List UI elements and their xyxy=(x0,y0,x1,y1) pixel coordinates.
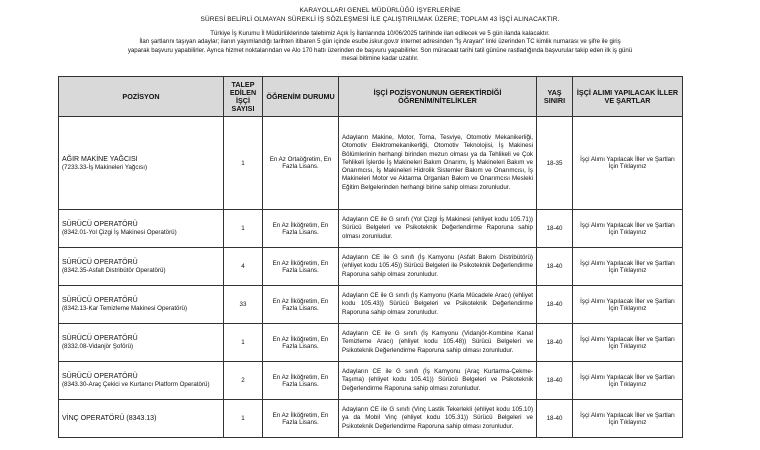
position-name: SÜRÜCÜ OPERATÖRÜ xyxy=(62,373,138,380)
table-row xyxy=(59,117,683,210)
position-code: (8342.01-Yol Çizgi İş Makinesi Operatörü) xyxy=(62,229,177,236)
count-cell: 1 xyxy=(224,400,263,438)
position-code: (8342.35-Asfalt Distribütör Operatörü) xyxy=(62,267,166,274)
education-cell: En Az İlköğretim, En Fazla Lisans. xyxy=(263,362,339,400)
position-code: (8332.08-Vidanjör Şoförü) xyxy=(62,343,134,350)
header-line-2: SÜRESİ BELİRLİ OLMAYAN SÜREKLİ İŞ SÖZLEŞMESİ İLE ÇALIŞTIRILMAK ÜZERE; TOPLAM 43 İŞÇİ ALINACAKTIR. xyxy=(200,16,560,23)
age-cell: 18-35 xyxy=(537,117,573,210)
location-link[interactable]: İşçi Alımı Yapılacak İller ve Şartları İçin Tıklayınız xyxy=(573,117,683,210)
count-cell: 1 xyxy=(224,210,263,248)
position-cell xyxy=(59,400,224,438)
table-row xyxy=(59,362,683,400)
qualifications-cell: Adayların CE ile G sınıfı (Yol Çizgi İş Makinesi (ehliyet kodu 105.71)) Sürücü Belgeleri ve Psikoteknik Değerlendirme Raporuna sahip olması zorunludur. xyxy=(339,210,537,248)
education-cell: En Az İlköğretim, En Fazla Lisans. xyxy=(263,286,339,324)
position-name: SÜRÜCÜ OPERATÖRÜ xyxy=(62,259,138,266)
position-name: SÜRÜCÜ OPERATÖRÜ xyxy=(62,221,138,228)
education-cell: En Az İlköğretim, En Fazla Lisans. xyxy=(263,210,339,248)
count-cell: 1 xyxy=(224,324,263,362)
header-qualifications: İŞÇİ POZİSYONUNUN GEREKTİRDİĞİ ÖĞRENİM/NİTELİKLER xyxy=(339,77,537,117)
education-cell: En Az İlköğretim, En Fazla Lisans. xyxy=(263,248,339,286)
job-table xyxy=(58,76,683,438)
position-name: SÜRÜCÜ OPERATÖRÜ xyxy=(62,335,138,342)
location-link[interactable]: İşçi Alımı Yapılacak İller ve Şartları İçin Tıklayınız xyxy=(573,400,683,438)
table-row xyxy=(59,324,683,362)
qualifications-cell: Adayların CE ile G sınıfı (İş Kamyonu (Karla Mücadele Aracı) (ehliyet kodu 105.43)) Sürücü Belgeleri ve Psikoteknik Değerlendirme Raporuna sahip olması zorunludur. xyxy=(339,286,537,324)
position-cell xyxy=(59,248,224,286)
intro-line-2: İlan şartlarını taşıyan adaylar; ilanın yayımlandığı tarihten itibaren 5 gün içinde esube.iskur.gov.tr internet adresinden "İş Arayan" linki üzerinden TC kimlik numarası ve şifre ile giriş xyxy=(139,38,621,46)
intro-line-1: Türkiye İş Kurumu İl Müdürlüklerinde talebimiz Açık İş İlanlarında 10/06/2025 tarihinde ilan edilecek ve 5 gün ilanda kalacaktır. xyxy=(210,30,550,37)
location-link[interactable]: İşçi Alımı Yapılacak İller ve Şartları İçin Tıklayınız xyxy=(573,210,683,248)
table-row xyxy=(59,400,683,438)
age-cell: 18-40 xyxy=(537,400,573,438)
document-header xyxy=(0,0,760,24)
position-cell xyxy=(59,286,224,324)
count-cell: 1 xyxy=(224,117,263,210)
intro-line-3: yaparak başvuru yapabilirler. Ayrıca hizmet noktalarından ve Alo 170 hattı üzerinden de başvuru yapabilirler. Son müracaat tarihi tatil gününe rastladığında başvurular takip eden ilk iş günü xyxy=(127,46,633,54)
age-cell: 18-40 xyxy=(537,362,573,400)
header-position: POZİSYON xyxy=(59,77,224,117)
position-cell xyxy=(59,210,224,248)
table-row xyxy=(59,210,683,248)
position-code: (8342.13-Kar Temizleme Makinesi Operatörü) xyxy=(62,305,188,312)
header-count: TALEP EDİLEN İŞÇİ SAYISI xyxy=(224,77,263,117)
count-cell: 4 xyxy=(224,248,263,286)
table-header-row xyxy=(59,77,683,117)
qualifications-cell: Adayların CE ile G sınıfı (Vinç Lastik Tekerlekli (ehliyet kodu 105.10) ya da Mobil Vinç (ehliyet kodu 105.31)) Sürücü Belgeleri ve Psikoteknik Değerlendirme Raporuna sahip olması zorunludur. xyxy=(339,400,537,438)
header-location: İŞÇİ ALIMI YAPILACAK İLLER VE ŞARTLAR xyxy=(573,77,683,117)
qualifications-cell: Adayların CE ile G sınıfı (İş Kamyonu (Vidanjör-Kombine Kanal Temizleme Aracı) (ehliyet kodu 105.48)) Sürücü Belgeleri ve Psikoteknik Değerlendirme Raporuna sahip olması zorunludur. xyxy=(339,324,537,362)
table-row xyxy=(59,248,683,286)
table-row xyxy=(59,286,683,324)
position-cell xyxy=(59,324,224,362)
education-cell: En Az İlköğretim, En Fazla Lisans. xyxy=(263,324,339,362)
education-cell: En Az Ortaöğretim, En Fazla Lisans. xyxy=(263,117,339,210)
qualifications-cell: Adayların Makine, Motor, Torna, Tesviye, Otomotiv Mekanikerliği, Otomotiv Elektromekanikerliği, Otomotiv Teknolojisi, İş Makinesi Bölümlerinin herhangi birinden mezun olması ya da Tehlikeli ve Çok Tehlikeli İşlerde İş Makineleri Bakım Onarımı, İş Makineleri Bakım ve Onarımcısı, İş Makineleri Hidrolik Sistemler Bakım ve Onarımcısı, İş Makineleri Motor ve Aktarma Organları Bakım ve Onarımcısı Mesleki Eğitim Belgelerinden herhangi birine sahip olması zorunludur. xyxy=(339,117,537,210)
position-cell xyxy=(59,117,224,210)
location-link[interactable]: İşçi Alımı Yapılacak İller ve Şartları İçin Tıklayınız xyxy=(573,286,683,324)
intro-text xyxy=(0,30,760,64)
qualifications-cell: Adayların CE ile G sınıfı (İş Kamyonu (Asfalt Bakım Distribütörü) (ehliyet kodu 105.45)) Sürücü Belgeleri ile Psikoteknik Değerlendirme Raporuna sahip olması zorunludur. xyxy=(339,248,537,286)
header-age: YAŞ SINIRI xyxy=(537,77,573,117)
count-cell: 2 xyxy=(224,362,263,400)
position-code: (7233.33-İş Makineleri Yağcısı) xyxy=(62,163,148,171)
qualifications-cell: Adayların CE ile G sınıfı (İş Kamyonu (Araç Kurtarma-Çekme-Taşıma) (ehliyet kodu 105.41)) Sürücü Belgeleri ve Psikoteknik Değerlendirme Raporuna sahip olması zorunludur. xyxy=(339,362,537,400)
position-name: AĞIR MAKİNE YAĞCISI xyxy=(62,155,138,163)
position-name: SÜRÜCÜ OPERATÖRÜ xyxy=(62,297,138,304)
location-link[interactable]: İşçi Alımı Yapılacak İller ve Şartları İçin Tıklayınız xyxy=(573,324,683,362)
position-cell xyxy=(59,362,224,400)
age-cell: 18-40 xyxy=(537,324,573,362)
intro-line-4: mesai bitimine kadar uzatılır. xyxy=(341,55,419,63)
age-cell: 18-40 xyxy=(537,286,573,324)
header-line-1: KARAYOLLARI GENEL MÜDÜRLÜĞÜ İŞYERLERİNE xyxy=(299,7,461,14)
position-name: VİNÇ OPERATÖRÜ (8343.13) xyxy=(62,415,157,422)
age-cell: 18-40 xyxy=(537,210,573,248)
header-education: ÖĞRENİM DURUMU xyxy=(263,77,339,117)
count-cell: 33 xyxy=(224,286,263,324)
education-cell: En Az İlköğretim, En Fazla Lisans. xyxy=(263,400,339,438)
age-cell: 18-40 xyxy=(537,248,573,286)
position-code: (8343.30-Araç Çekici ve Kurtarıcı Platform Operatörü) xyxy=(62,381,210,388)
location-link[interactable]: İşçi Alımı Yapılacak İller ve Şartları İçin Tıklayınız xyxy=(573,362,683,400)
location-link[interactable]: İşçi Alımı Yapılacak İller ve Şartları İçin Tıklayınız xyxy=(573,248,683,286)
